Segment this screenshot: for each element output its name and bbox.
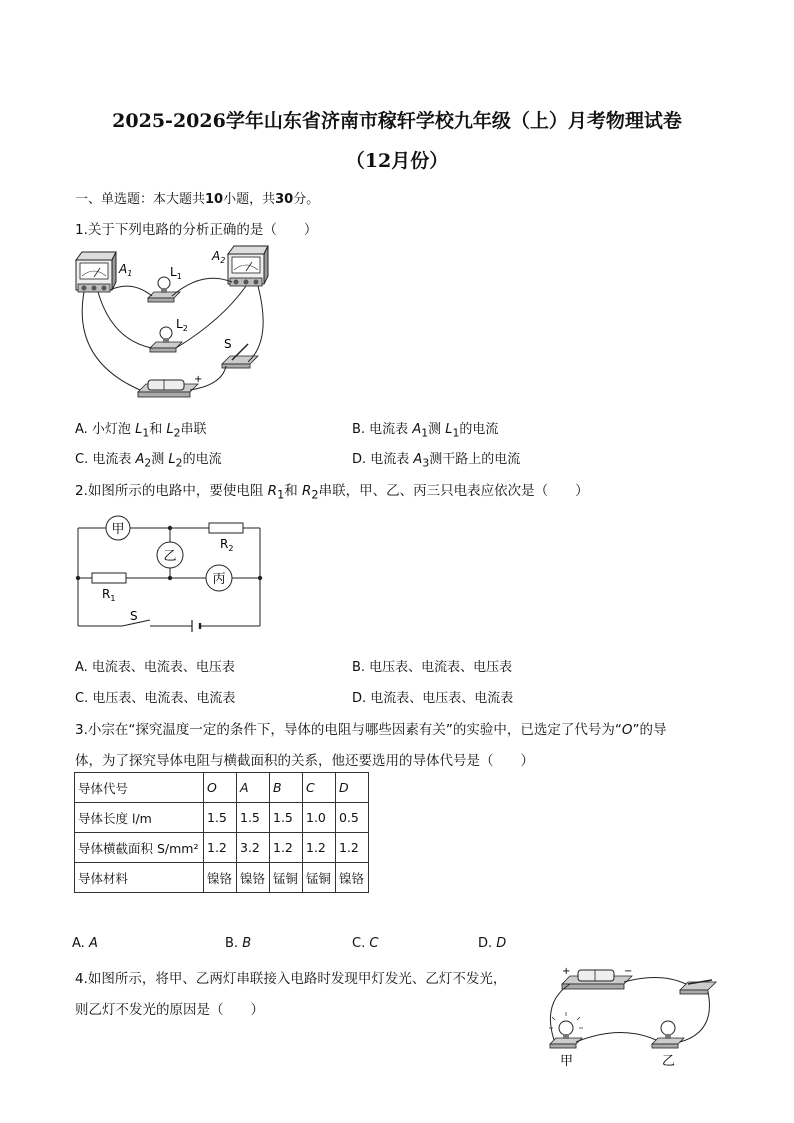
table-cell: 1.2 [303,833,336,863]
q1-label-l1: $L_1$ [170,265,182,281]
q3-option-b[interactable]: B. B [225,936,252,951]
page-subtitle: （12月份） [345,150,449,172]
table-cell: B [270,773,303,803]
q1-stem: 1.关于下列电路的分析正确的是（ ） [75,222,318,238]
table-cell: 镍铬 [336,863,369,893]
table-cell: 0.5 [336,803,369,833]
q3-option-c[interactable]: C. C [352,936,379,951]
q1-label-l2: $L_2$ [176,317,188,333]
table-cell: O [204,773,237,803]
q2-option-b[interactable]: B. 电压表、电流表、电压表 [352,660,513,675]
q1-label-s: S [224,337,232,351]
junction-dot [168,526,172,530]
table-cell: 镍铬 [204,863,237,893]
table-cell: 1.2 [270,833,303,863]
q3-option-a[interactable]: A. A [72,936,98,951]
table-cell: 3.2 [237,833,270,863]
q1-option-a[interactable]: A. 小灯泡 $L_1$和 $L_2$串联 [75,422,207,440]
q2-option-d[interactable]: D. 电流表、电压表、电流表 [352,691,514,706]
q4-stem-line1: 4.如图所示，将甲、乙两灯串联接入电路时发现甲灯发光、乙灯不发光， [75,971,507,987]
q3-stem-line2: 体，为了探究导体电阻与横截面积的关系，他还要选用的导体代号是（ ） [75,753,534,769]
table-cell: 镍铬 [237,863,270,893]
switch-icon [680,980,716,994]
table-cell: 1.5 [270,803,303,833]
table-row [75,833,369,863]
q4-label-yi: 乙 [662,1054,676,1069]
q1-option-d[interactable]: D. 电流表 $A_3$测干路上的电流 [352,452,521,470]
table-cell: 1.5 [237,803,270,833]
junction-dot [168,576,172,580]
table-cell: 1.5 [204,803,237,833]
resistor-r2-label: $R_2$ [220,537,234,553]
q1-label-plus: + [194,374,203,385]
battery-icon [562,970,632,989]
table-cell: D [336,773,369,803]
q4-stem-line2: 则乙灯不发光的原因是（ ） [75,1002,264,1018]
bulb-l1-icon [148,277,180,302]
q4-circuit-figure [540,962,725,1072]
bulb-jia-icon [549,1012,583,1048]
q4-label-jia: 甲 [560,1054,574,1069]
table-row-header: 导体横截面积 S/mm² [75,833,204,863]
q2-stem: 2.如图所示的电路中，要使电阻 $R_1$和 $R_2$串联，甲、乙、丙三只电表应依次是（ ） [75,483,589,502]
table-row-header: 导体代号 [75,773,204,803]
ammeter-a2-icon [228,246,268,286]
table-row [75,863,369,893]
table-cell: 1.2 [204,833,237,863]
q3-option-d[interactable]: D. D [478,936,507,951]
q4-label-plus: + [562,966,571,977]
table-cell: A [237,773,270,803]
table-row [75,773,369,803]
junction-dot [76,576,80,580]
table-cell: 1.0 [303,803,336,833]
q3-stem-line1: 3.小宗在“探究温度一定的条件下，导体的电阻与哪些因素有关”的实验中，已选定了代号为“O”的导 [75,722,667,738]
resistor-r2-icon [209,523,243,533]
page-title: 2025-2026学年山东省济南市稼轩学校九年级（上）月考物理试卷 [112,110,682,132]
switch-s-label: S [130,609,138,623]
meter-bing-label: 丙 [212,572,226,587]
q1-option-c[interactable]: C. 电流表 $A_2$测 $L_2$的电流 [75,452,222,470]
bulb-yi-icon [652,1021,684,1048]
table-cell: 锰铜 [303,863,336,893]
q1-label-a2: $A_2$ [212,249,226,265]
q1-option-b[interactable]: B. 电流表 $A_1$测 $L_1$的电流 [352,422,499,440]
table-row-header: 导体长度 l/m [75,803,204,833]
table-row-header: 导体材料 [75,863,204,893]
q3-conductor-table [74,772,369,893]
resistor-r1-label: $R_1$ [102,587,116,603]
junction-dot [258,576,262,580]
q4-label-minus: − [624,966,633,977]
q1-label-a1: $A_1$ [119,262,133,278]
q2-option-c[interactable]: C. 电压表、电流表、电流表 [75,691,236,706]
table-cell: 锰铜 [270,863,303,893]
ammeter-a1-icon [76,252,116,292]
table-row [75,803,369,833]
section-heading: 一、单选题：本大题共10小题，共30分。 [75,192,320,207]
table-cell: 1.2 [336,833,369,863]
resistor-r1-icon [92,573,126,583]
meter-jia-label: 甲 [111,522,125,537]
table-cell: C [303,773,336,803]
battery-icon [138,380,198,397]
q2-circuit-figure [72,508,272,636]
q2-option-a[interactable]: A. 电流表、电流表、电压表 [75,660,235,675]
meter-yi-label: 乙 [163,549,177,564]
q1-circuit-figure [72,240,292,410]
